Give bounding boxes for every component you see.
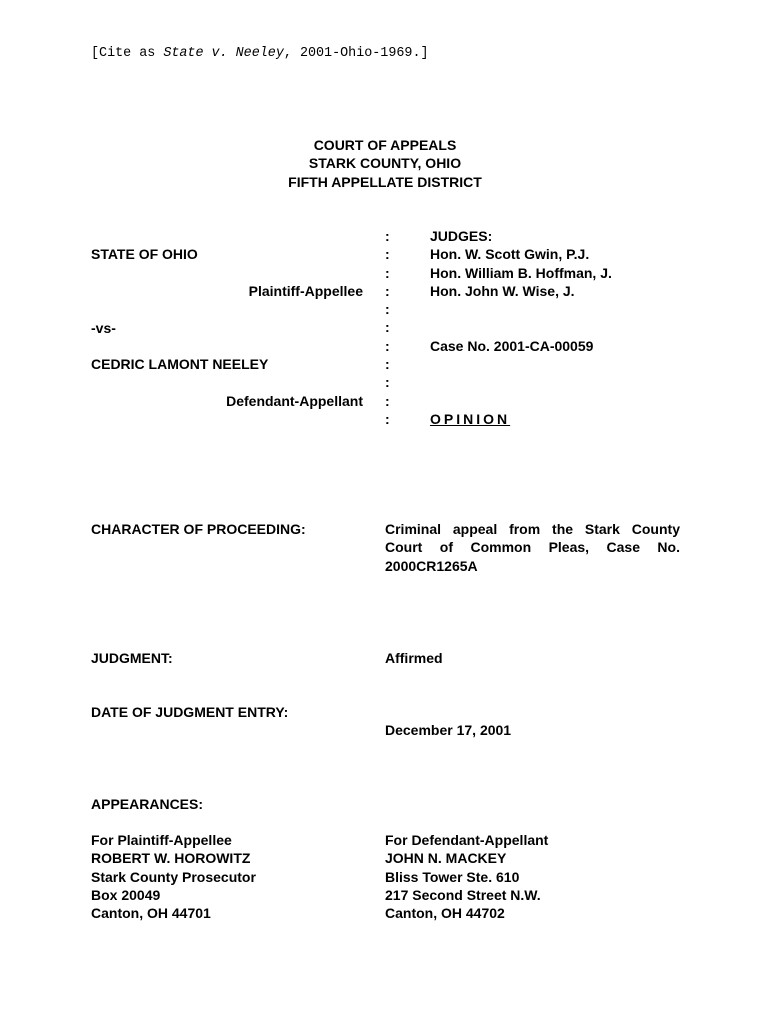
judges-heading: JUDGES: <box>430 228 493 244</box>
proceeding-line: Court of Common Pleas, Case No. <box>385 539 680 556</box>
divider-colon: : <box>385 301 390 318</box>
divider-colon: : <box>385 392 390 409</box>
counsel-line: Canton, OH 44701 <box>91 905 211 922</box>
citation-header <box>91 45 429 63</box>
court-county: STARK COUNTY, OHIO <box>308 155 462 172</box>
judge-name: Hon. W. Scott Gwin, P.J. <box>430 246 590 263</box>
citation-prefix: [Cite as <box>91 46 164 61</box>
court-name: COURT OF APPEALS <box>313 137 457 153</box>
defendant-role: Defendant-Appellant <box>226 393 363 409</box>
plaintiff-counsel <box>91 831 256 922</box>
judges-panel <box>430 227 612 300</box>
divider-colon: : <box>385 228 390 244</box>
divider-colon: : <box>385 264 390 281</box>
counsel-line: ROBERT W. HOROWITZ <box>91 850 251 867</box>
divider-colon: : <box>385 410 390 427</box>
counsel-line: Canton, OH 44702 <box>385 905 505 922</box>
counsel-line: Bliss Tower Ste. 610 <box>385 868 520 885</box>
counsel-line: Box 20049 <box>91 886 161 903</box>
judge-name: Hon. John W. Wise, J. <box>430 282 575 299</box>
judgment-label: JUDGMENT: <box>91 650 173 666</box>
divider-colon: : <box>385 282 390 299</box>
plaintiff-role: Plaintiff-Appellee <box>248 283 363 299</box>
case-number: Case No. 2001-CA-00059 <box>430 338 594 354</box>
counsel-line: For Defendant-Appellant <box>385 832 549 848</box>
caption-divider <box>385 227 395 428</box>
judgment-date-label: DATE OF JUDGMENT ENTRY: <box>91 704 289 720</box>
proceeding-line: Criminal appeal from the Stark County <box>385 521 680 537</box>
defendant-counsel <box>385 831 548 922</box>
counsel-line: For Plaintiff-Appellee <box>91 832 232 848</box>
citation-case-name: State v. Neeley <box>163 46 284 61</box>
divider-colon: : <box>385 319 390 336</box>
proceeding-description <box>385 520 680 575</box>
opinion-label: OPINION <box>430 411 511 427</box>
divider-colon: : <box>385 356 390 373</box>
counsel-line: JOHN N. MACKEY <box>385 850 507 867</box>
appearances-label: APPEARANCES: <box>91 796 204 812</box>
versus-label: -vs- <box>91 320 116 336</box>
judgment-date-value: December 17, 2001 <box>385 722 512 738</box>
divider-colon: : <box>385 337 390 354</box>
divider-colon: : <box>385 246 390 263</box>
counsel-line: Stark County Prosecutor <box>91 868 256 885</box>
plaintiff-name: STATE OF OHIO <box>91 246 198 262</box>
judge-name: Hon. William B. Hoffman, J. <box>430 264 612 281</box>
counsel-line: 217 Second Street N.W. <box>385 886 541 903</box>
proceeding-line: 2000CR1265A <box>385 557 478 574</box>
judgment-value: Affirmed <box>385 650 443 666</box>
court-district: FIFTH APPELLATE DISTRICT <box>288 173 482 190</box>
proceeding-label: CHARACTER OF PROCEEDING: <box>91 521 306 537</box>
divider-colon: : <box>385 374 390 391</box>
citation-suffix: , 2001-Ohio-1969.] <box>283 46 429 61</box>
court-heading <box>0 136 770 191</box>
defendant-name: CEDRIC LAMONT NEELEY <box>91 356 269 372</box>
